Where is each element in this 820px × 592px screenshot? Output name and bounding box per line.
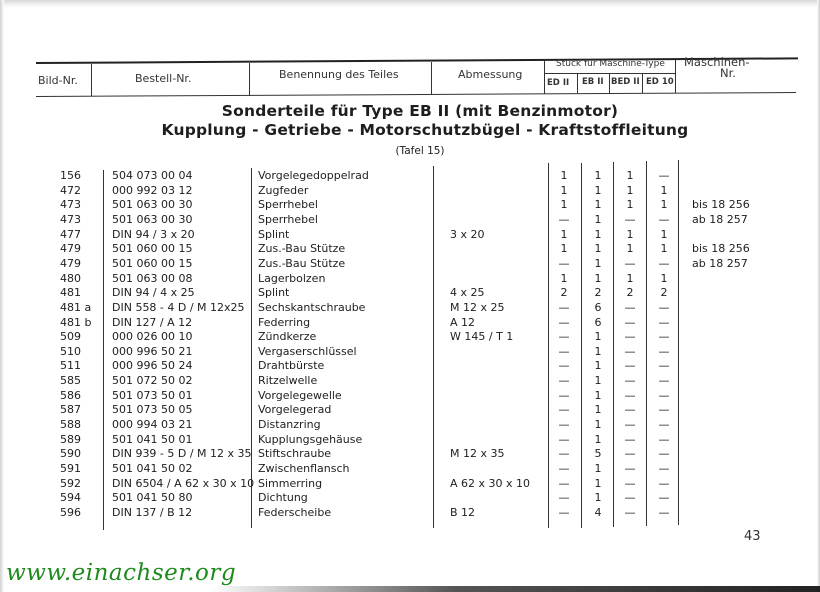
quantity-cell: — — [558, 388, 570, 402]
benennung-cell: Zündkerze — [258, 330, 317, 344]
bild-nr-cell: 481 b — [60, 315, 92, 329]
quantity-cell: — — [658, 388, 670, 402]
bestell-nr-cell: 501 041 50 80 — [112, 491, 193, 505]
column-header-abmessung: Abmessung — [458, 68, 523, 81]
quantity-cell: — — [558, 418, 570, 432]
column-header-benennung: Benennung des Teiles — [279, 68, 399, 81]
quantity-cell: 1 — [560, 271, 568, 285]
column-header-maschinen-nr-2: Nr. — [720, 66, 736, 80]
quantity-cell: — — [558, 359, 570, 373]
table-row — [0, 241, 820, 256]
column-header-type-ed2: ED II — [547, 78, 570, 88]
benennung-cell: Sechskantschraube — [258, 300, 366, 314]
bild-nr-cell: 480 — [60, 271, 81, 285]
quantity-cell: — — [624, 403, 636, 417]
bestell-nr-cell: 000 994 03 21 — [112, 418, 193, 432]
column-header-maschinen-nr: Maschinen- — [684, 55, 750, 69]
bestell-nr-cell: DIN 558 - 4 D / M 12x25 — [112, 300, 245, 314]
benennung-cell: Zus.-Bau Stütze — [258, 242, 346, 256]
quantity-cell: 1 — [594, 256, 602, 270]
table-row — [0, 446, 820, 461]
quantity-cell: — — [624, 315, 636, 329]
bild-nr-cell: 592 — [60, 476, 81, 490]
quantity-cell: 1 — [594, 491, 602, 505]
abmessung-cell: M 12 x 25 — [450, 300, 505, 314]
maschinen-nr-cell: ab 18 257 — [692, 212, 748, 226]
table-row — [0, 388, 820, 403]
table-row — [0, 490, 820, 505]
benennung-cell: Drahtbürste — [258, 359, 325, 373]
quantity-cell: — — [624, 505, 636, 519]
quantity-cell: — — [624, 491, 636, 505]
bild-nr-cell: 596 — [60, 505, 81, 519]
bild-nr-cell: 510 — [60, 344, 81, 358]
quantity-cell: — — [624, 476, 636, 490]
quantity-cell: — — [658, 169, 670, 182]
quantity-cell: — — [558, 256, 570, 270]
benennung-cell: Lagerbolzen — [258, 271, 326, 285]
quantity-cell: 1 — [660, 198, 668, 212]
quantity-cell: 1 — [660, 242, 668, 256]
maschinen-nr-cell: bis 18 256 — [692, 198, 750, 212]
quantity-cell: — — [658, 344, 670, 358]
quantity-cell: 6 — [594, 300, 602, 314]
quantity-cell: — — [658, 447, 670, 461]
quantity-cell: — — [658, 359, 670, 373]
abmessung-cell: M 12 x 35 — [450, 447, 505, 461]
bild-nr-cell: 479 — [60, 256, 81, 270]
abmessung-cell: A 12 — [450, 315, 476, 329]
bestell-nr-cell: DIN 137 / B 12 — [112, 505, 193, 519]
benennung-cell: Kupplungsgehäuse — [258, 432, 363, 446]
quantity-cell: — — [624, 212, 636, 226]
quantity-cell: — — [624, 256, 636, 270]
quantity-cell: — — [658, 432, 670, 446]
quantity-cell: 2 — [626, 286, 634, 300]
bestell-nr-cell: DIN 94 / 3 x 20 — [112, 227, 195, 241]
quantity-cell: 1 — [560, 169, 568, 182]
quantity-cell: — — [558, 403, 570, 417]
table-row — [0, 461, 820, 476]
bild-nr-cell: 589 — [60, 432, 81, 446]
bestell-nr-cell: 501 063 00 08 — [112, 271, 193, 285]
benennung-cell: Federscheibe — [258, 505, 332, 519]
quantity-cell: 1 — [560, 227, 568, 241]
bild-nr-cell: 481 a — [60, 300, 92, 314]
bestell-nr-cell: 000 996 50 24 — [112, 359, 193, 373]
column-header-bestell-nr: Bestell-Nr. — [135, 72, 192, 85]
header-divider — [675, 60, 676, 93]
quantity-cell: 1 — [594, 418, 602, 432]
bestell-nr-cell: 501 073 50 05 — [112, 403, 193, 417]
bestell-nr-cell: DIN 127 / A 12 — [112, 315, 193, 329]
quantity-cell: 1 — [626, 183, 634, 197]
quantity-cell: 2 — [594, 286, 602, 300]
header-bottom-rule — [36, 92, 796, 97]
maschinen-nr-cell: bis 18 256 — [692, 242, 750, 256]
quantity-cell: — — [558, 300, 570, 314]
quantity-cell: — — [558, 462, 570, 475]
bestell-nr-cell: 501 063 00 30 — [112, 198, 193, 212]
table-row — [0, 505, 820, 520]
quantity-cell: — — [658, 300, 670, 314]
section-subtitle: Kupplung - Getriebe - Motorschutzbügel - Kraftstoffleitung — [161, 121, 689, 139]
benennung-cell: Simmerring — [258, 476, 323, 490]
benennung-cell: Sperrhebel — [258, 198, 318, 212]
column-header-bild-nr: Bild-Nr. — [38, 74, 78, 87]
quantity-cell: — — [658, 476, 670, 490]
quantity-cell: 1 — [560, 183, 568, 197]
quantity-cell: 1 — [594, 344, 602, 358]
benennung-cell: Ritzelwelle — [258, 374, 318, 388]
bild-nr-cell: 585 — [60, 374, 81, 388]
quantity-cell: 1 — [594, 403, 602, 417]
bild-nr-cell: 473 — [60, 198, 81, 212]
quantity-cell: — — [558, 344, 570, 358]
header-divider — [577, 73, 578, 93]
maschinen-nr-cell: ab 18 257 — [692, 256, 748, 270]
quantity-cell: — — [624, 462, 636, 475]
bestell-nr-cell: DIN 6504 / A 62 x 30 x 10 — [112, 476, 255, 490]
abmessung-cell: B 12 — [450, 505, 476, 519]
table-row — [0, 256, 820, 271]
table-row — [0, 358, 820, 373]
quantity-cell: — — [558, 476, 570, 490]
quantity-cell: — — [624, 432, 636, 446]
table-row — [0, 212, 820, 227]
quantity-cell: — — [624, 374, 636, 388]
quantity-cell: 1 — [626, 198, 634, 212]
table-row — [0, 417, 820, 432]
quantity-cell: — — [658, 374, 670, 388]
quantity-cell: 1 — [560, 242, 568, 256]
quantity-cell: 6 — [594, 315, 602, 329]
page-number: 43 — [744, 529, 761, 544]
bild-nr-cell: 586 — [60, 388, 81, 402]
benennung-cell: Splint — [258, 227, 290, 241]
benennung-cell: Splint — [258, 286, 290, 300]
column-header-type-bed2: BED II — [611, 77, 640, 87]
bild-nr-cell: 587 — [60, 403, 81, 417]
bild-nr-cell: 473 — [60, 212, 81, 226]
quantity-cell: — — [558, 491, 570, 505]
quantity-cell: 1 — [594, 227, 602, 241]
scan-shadow-bottom — [210, 586, 820, 592]
table-row — [0, 168, 820, 183]
quantity-cell: — — [624, 344, 636, 358]
quantity-cell: 1 — [626, 169, 634, 182]
table-row — [0, 271, 820, 286]
quantity-cell: 1 — [560, 198, 568, 212]
table-row — [0, 197, 820, 212]
header-divider — [249, 63, 250, 96]
quantity-cell: 1 — [594, 198, 602, 212]
quantity-cell: — — [624, 418, 636, 432]
bestell-nr-cell: 501 073 50 01 — [112, 388, 193, 402]
abmessung-cell: W 145 / T 1 — [450, 330, 514, 344]
table-row — [0, 373, 820, 388]
benennung-cell: Distanzring — [258, 418, 321, 432]
bestell-nr-cell: 000 992 03 12 — [112, 183, 193, 197]
table-row — [0, 344, 820, 359]
quantity-cell: — — [558, 505, 570, 519]
table-row — [0, 300, 820, 315]
quantity-cell: — — [658, 330, 670, 344]
bild-nr-cell: 472 — [60, 183, 81, 197]
quantity-cell: — — [658, 491, 670, 505]
quantity-cell: — — [624, 359, 636, 373]
bild-nr-cell: 590 — [60, 447, 81, 461]
header-divider — [609, 73, 610, 93]
benennung-cell: Vorgelegerad — [258, 403, 332, 417]
table-row — [0, 285, 820, 300]
quantity-cell: 1 — [594, 183, 602, 197]
bestell-nr-cell: DIN 94 / 4 x 25 — [112, 286, 195, 300]
quantity-cell: 1 — [594, 271, 602, 285]
bestell-nr-cell: 501 060 00 15 — [112, 256, 193, 270]
table-row — [0, 329, 820, 344]
table-row — [0, 476, 820, 491]
benennung-cell: Dichtung — [258, 491, 308, 505]
table-row — [0, 315, 820, 330]
bestell-nr-cell: 501 072 50 02 — [112, 374, 193, 388]
bestell-nr-cell: 000 026 00 10 — [112, 330, 193, 344]
benennung-cell: Zugfeder — [258, 183, 309, 197]
quantity-cell: — — [624, 447, 636, 461]
column-header-type-ed10: ED 10 — [646, 77, 674, 87]
quantity-cell: 1 — [626, 271, 634, 285]
bestell-nr-cell: 501 060 00 15 — [112, 242, 193, 256]
bild-nr-cell: 511 — [60, 359, 81, 373]
quantity-cell: — — [558, 432, 570, 446]
abmessung-cell: A 62 x 30 x 10 — [450, 476, 531, 490]
benennung-cell: Vorgelegewelle — [258, 388, 342, 402]
quantity-cell: — — [558, 447, 570, 461]
quantity-cell: 1 — [594, 476, 602, 490]
quantity-cell: 1 — [594, 462, 602, 475]
abmessung-cell: 4 x 25 — [450, 286, 485, 300]
quantity-cell: 1 — [594, 432, 602, 446]
bild-nr-cell: 477 — [60, 227, 81, 241]
header-divider — [431, 62, 432, 95]
quantity-cell: 1 — [660, 271, 668, 285]
header-divider — [544, 61, 545, 94]
column-header-stueck: Stück für Maschine-Type — [556, 59, 665, 69]
quantity-cell: 1 — [594, 388, 602, 402]
bestell-nr-cell: 000 996 50 21 — [112, 344, 193, 358]
quantity-cell: — — [624, 388, 636, 402]
benennung-cell: Sperrhebel — [258, 212, 318, 226]
quantity-cell: — — [624, 330, 636, 344]
benennung-cell: Vorgelegedoppelrad — [258, 169, 369, 182]
quantity-cell: — — [558, 212, 570, 226]
quantity-cell: 1 — [626, 242, 634, 256]
bestell-nr-cell: 501 041 50 01 — [112, 432, 193, 446]
quantity-cell: 1 — [626, 227, 634, 241]
quantity-cell: 4 — [594, 505, 602, 519]
bestell-nr-cell: 504 073 00 04 — [112, 169, 193, 182]
quantity-cell: — — [658, 403, 670, 417]
quantity-cell: 1 — [594, 330, 602, 344]
table-row — [0, 402, 820, 417]
bestell-nr-cell: 501 041 50 02 — [112, 462, 193, 475]
quantity-cell: 2 — [660, 286, 668, 300]
header-divider — [642, 73, 643, 93]
section-title: Sonderteile für Type EB II (mit Benzinmotor) — [221, 102, 619, 120]
quantity-cell: — — [658, 315, 670, 329]
bild-nr-cell: 591 — [60, 462, 81, 475]
table-row — [0, 183, 820, 198]
table-row — [0, 227, 820, 242]
bild-nr-cell: 156 — [60, 169, 81, 182]
quantity-cell: — — [558, 330, 570, 344]
quantity-cell: — — [658, 462, 670, 475]
quantity-cell: 1 — [594, 169, 602, 182]
quantity-cell: — — [658, 418, 670, 432]
quantity-cell: 2 — [560, 286, 568, 300]
quantity-cell: — — [658, 212, 670, 226]
benennung-cell: Stiftschraube — [258, 447, 332, 461]
bestell-nr-cell: 501 063 00 30 — [112, 212, 193, 226]
plate-reference: (Tafel 15) — [395, 145, 445, 157]
benennung-cell: Zus.-Bau Stütze — [258, 256, 346, 270]
quantity-cell: — — [658, 256, 670, 270]
quantity-cell: 1 — [594, 212, 602, 226]
quantity-cell: 5 — [594, 447, 602, 461]
quantity-cell: — — [624, 300, 636, 314]
benennung-cell: Federring — [258, 315, 311, 329]
quantity-cell: 1 — [660, 183, 668, 197]
quantity-cell: 1 — [594, 242, 602, 256]
quantity-cell: — — [558, 315, 570, 329]
column-header-type-eb2: EB II — [582, 77, 604, 87]
watermark-link[interactable]: www.einachser.org — [6, 560, 237, 586]
table-row — [0, 432, 820, 447]
header-divider — [91, 64, 92, 96]
bild-nr-cell: 479 — [60, 242, 81, 256]
benennung-cell: Zwischenflansch — [258, 462, 350, 475]
quantity-cell: — — [658, 505, 670, 519]
scan-shadow-top — [0, 0, 820, 8]
bild-nr-cell: 481 — [60, 286, 81, 300]
quantity-cell: 1 — [594, 374, 602, 388]
bild-nr-cell: 509 — [60, 330, 81, 344]
abmessung-cell: 3 x 20 — [450, 227, 485, 241]
bild-nr-cell: 588 — [60, 418, 81, 432]
benennung-cell: Vergaserschlüssel — [258, 344, 357, 358]
bild-nr-cell: 594 — [60, 491, 81, 505]
quantity-cell: 1 — [594, 359, 602, 373]
quantity-cell: 1 — [660, 227, 668, 241]
bestell-nr-cell: DIN 939 - 5 D / M 12 x 35 — [112, 447, 252, 461]
quantity-cell: — — [558, 374, 570, 388]
